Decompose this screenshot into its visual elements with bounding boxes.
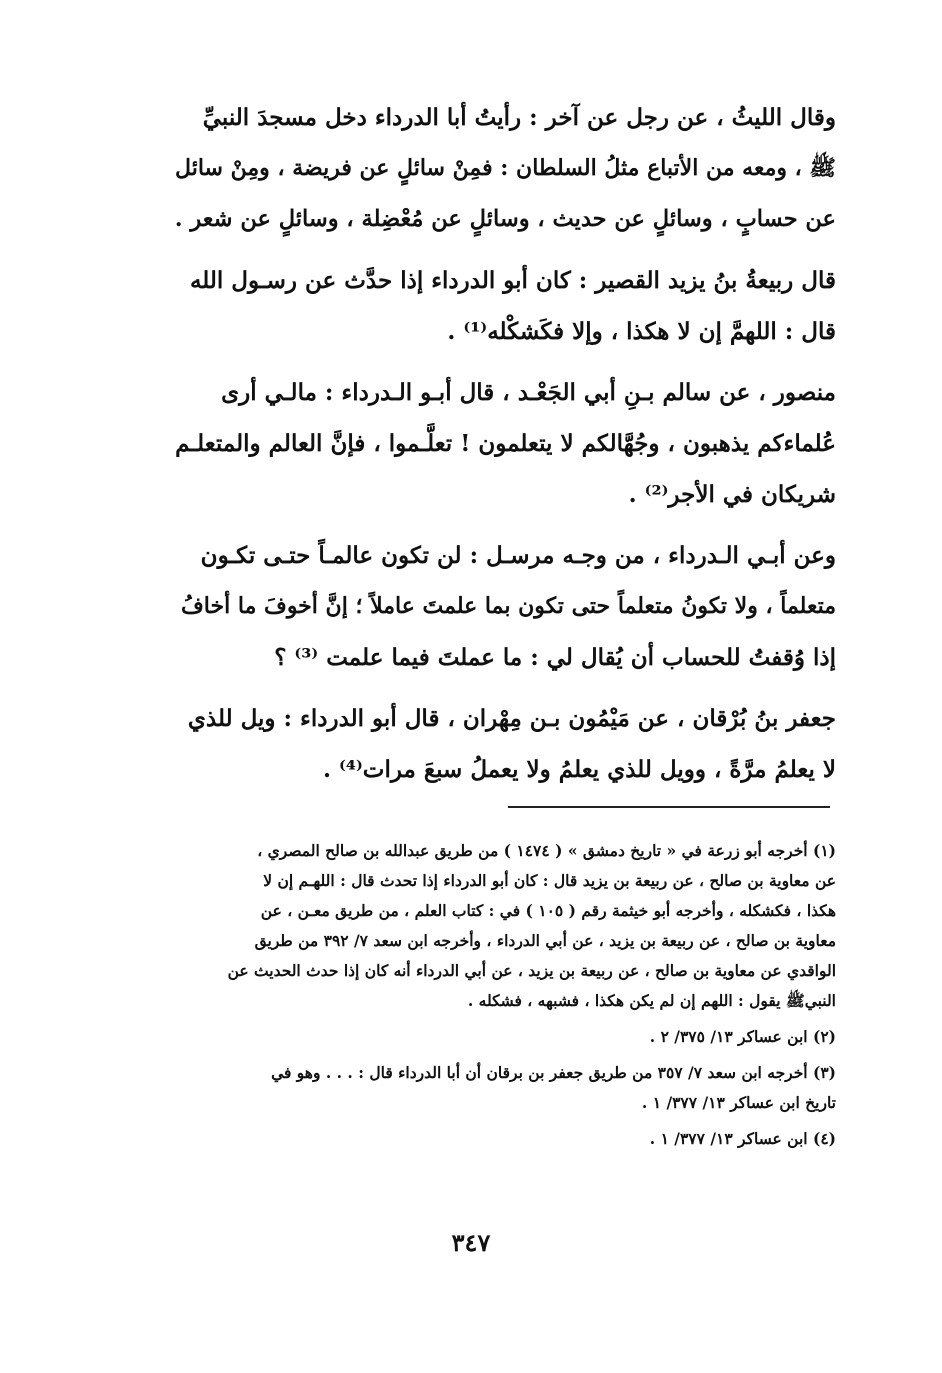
text-line: لا يعلمُ مرَّةً ، وويل للذي يعلمُ ولا يعملُ سبعَ مرات⁽⁴⁾ . <box>323 756 836 783</box>
page-number: ٣٤٧ <box>451 1228 491 1257</box>
paragraph-3 <box>168 367 836 520</box>
footnote-1 <box>168 836 836 1016</box>
text-line: إذا وُقفتُ للحساب أن يُقال لي : ما عملتَ فيما علمت ⁽³⁾ ؟ <box>274 644 836 671</box>
footnote-line: (١) أخرجه أبو زرعة في « تاريخ دمشق » ( ١٤٧٤ ) من طريق عبدالله بن صالح المصري ، <box>257 841 836 860</box>
paragraph-4 <box>168 530 836 683</box>
footnotes <box>168 836 836 1160</box>
footnote-line: عن معاوية بن صالح ، عن ربيعة بن يزيد قال : كان أبو الدرداء إذا تحدث قال : اللهـم إن لا <box>263 871 836 890</box>
footnote-line: تاريخ ابن عساكر ١٣/ ٣٧٧/ ١ . <box>641 1093 836 1112</box>
footnote-separator <box>508 806 830 808</box>
paragraph-2 <box>168 255 836 357</box>
text-line: منصور ، عن سالم بـنِ أبي الجَعْـد ، قال أبـو الـدرداء : مالـي أرى <box>221 379 836 406</box>
text-line: ﷺ ، ومعه من الأتباع مثلُ السلطان : فمِنْ سائلٍ عن فريضة ، ومِنْ سائل <box>175 155 836 181</box>
footnote-line: (٣) أخرجه ابن سعد ٧/ ٣٥٧ من طريق جعفر بن برقان أن أبا الدرداء قال : . . . وهو في <box>271 1063 836 1082</box>
main-text <box>168 92 836 805</box>
footnote-line: معاوية بن صالح ، عن ربيعة بن يزيد ، عن أبي الدرداء ، وأخرجه ابن سعد ٧/ ٣٩٢ من طريق <box>254 931 836 950</box>
footnote-line: الواقدي عن معاوية بن صالح ، عن ربيعة بن يزيد ، عن أبي الدرداء أنه كان إذا حدث الحديث عن <box>227 961 836 980</box>
text-line: قال : اللهمَّ إن لا هكذا ، وإلا فكَشكْله⁽¹⁾ . <box>447 318 836 345</box>
footnote-line: (٢) ابن عساكر ١٣/ ٣٧٥/ ٢ . <box>649 1027 836 1046</box>
paragraph-5 <box>168 693 836 795</box>
footnote-4 <box>168 1124 836 1154</box>
text-line: قال ربيعةُ بنُ يزيد القصير : كان أبو الدرداء إذا حدَّث عن رسـول الله <box>189 267 836 294</box>
text-line: متعلماً ، ولا تكونُ متعلماً حتى تكون بما علمتَ عاملاً ؛ إنَّ أخوفَ ما أخافُ <box>180 593 836 619</box>
text-line: جعفر بنُ بُرْقان ، عن مَيْمُون بـن مِهْران ، قال أبو الدرداء : ويل للذي <box>187 705 836 732</box>
text-line: عُلماءكم يذهبون ، وجُهَّالكم لا يتعلمون ! تعلَّـموا ، فإنَّ العالم والمتعلـم <box>175 430 836 457</box>
footnote-line: (٤) ابن عساكر ١٣/ ٣٧٧/ ١ . <box>649 1129 836 1148</box>
text-line: وعن أبـي الـدرداء ، من وجـه مرسـل : لن تكون عالمـاً حتـى تكـون <box>200 542 836 569</box>
text-line: وقال الليثُ ، عن رجل عن آخر : رأيتُ أبا الدرداء دخل مسجدَ النبيِّ <box>202 104 836 131</box>
footnote-2 <box>168 1022 836 1052</box>
text-line: شريكان في الأجر⁽²⁾ . <box>628 481 836 508</box>
paragraph-1 <box>168 92 836 245</box>
text-line: عن حسابٍ ، وسائلٍ عن حديث ، وسائلٍ عن مُعْضِلة ، وسائلٍ عن شعر . <box>174 206 836 232</box>
footnote-3 <box>168 1058 836 1118</box>
footnote-line: النبيﷺ يقول : اللهم إن لم يكن هكذا ، فشبهه ، فشكله . <box>467 991 836 1010</box>
footnote-line: هكذا ، فكشكله ، وأخرجه أبو خيثمة رقم ( ١٠٥ ) في : كتاب العلم ، من طريق معـن ، عن <box>260 901 836 920</box>
